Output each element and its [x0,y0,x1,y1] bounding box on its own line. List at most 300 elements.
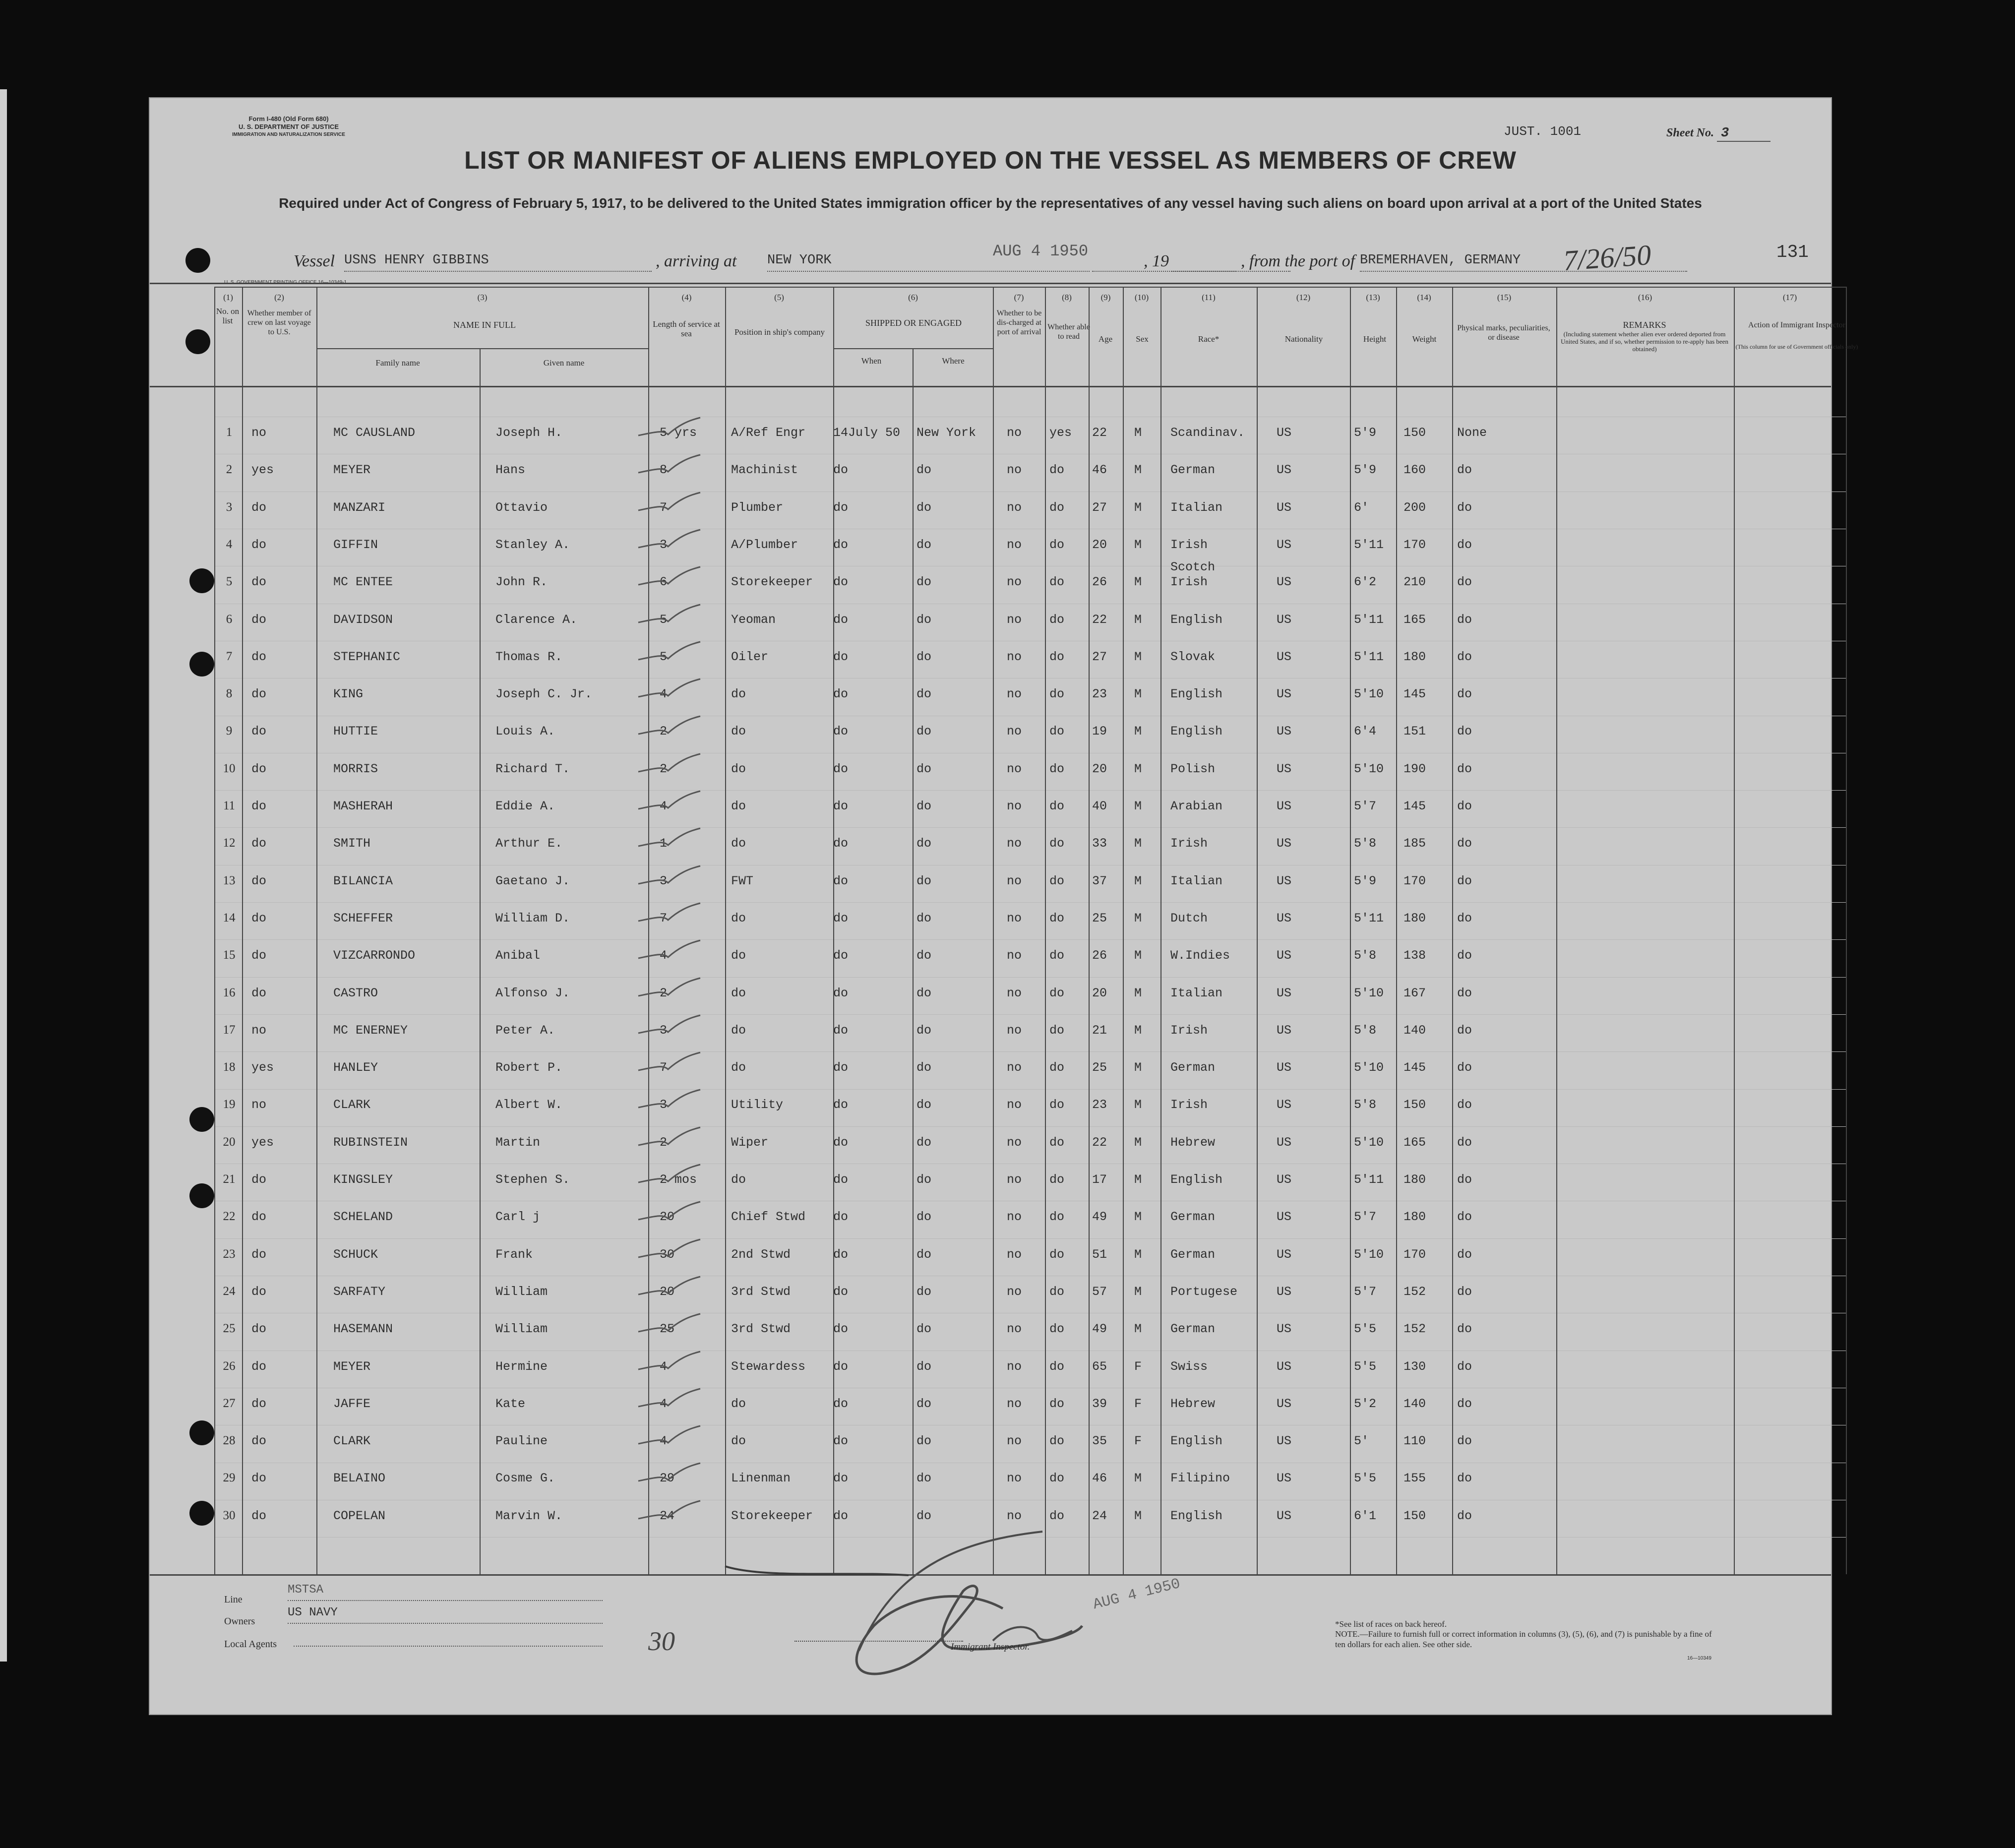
cell-service: 4 [660,948,668,963]
cell-where: do [916,1023,932,1038]
cell-given: William [495,1284,548,1299]
cell-service: 20 [660,1210,675,1225]
cell-prev: do [251,836,267,851]
cell-given: Gaetano J. [495,873,570,888]
row-guide [214,939,1846,940]
cell-no: 11 [223,799,236,812]
cell-position: do [731,1396,746,1411]
cell-prev: no [251,1023,267,1038]
cell-marks: do [1457,500,1472,515]
header-sex: Sex [1136,334,1149,344]
table-top-line [214,287,1846,288]
cell-given: Hermine [495,1359,548,1374]
cell-read: do [1049,873,1065,888]
cell-service: 3 [660,873,668,888]
cell-no: 3 [226,500,233,514]
cell-service: 29 [660,1471,675,1486]
cell-race: English [1170,724,1223,739]
cell-nat: US [1277,1508,1292,1523]
cell-marks: do [1457,1172,1472,1187]
cell-prev: do [251,1284,267,1299]
column-line [913,348,914,1574]
cell-position: Storekeeper [731,1508,813,1523]
check-mark-icon [633,1124,708,1154]
cell-height: 5'10 [1354,1135,1384,1150]
cell-no: 28 [223,1434,236,1448]
cell-family: KINGSLEY [333,1172,393,1187]
cell-age: 57 [1092,1284,1107,1299]
cell-weight: 152 [1404,1322,1426,1337]
cell-sex: M [1134,612,1142,627]
row-guide [214,1238,1846,1239]
cell-family: BELAINO [333,1471,386,1486]
cell-age: 35 [1092,1434,1107,1449]
check-mark-icon [633,1311,708,1341]
cell-where: do [916,911,932,925]
column-number: (2) [274,293,284,302]
cell-prev: do [251,911,267,925]
year-label: , 19 [1144,252,1169,270]
cell-given: John R. [495,575,548,590]
manifest-sheet [149,97,1858,1715]
cell-race: Slovak [1170,649,1216,664]
column-number: (12) [1296,293,1311,302]
header-remarks-note: (Including statement whether alien ever ordered deported from United States, and if so, whether permission to re-apply has been obtained) [1561,330,1728,353]
cell-when: 14July 50 [833,426,901,440]
cell-age: 22 [1092,426,1107,440]
cell-position: do [731,1060,746,1075]
check-mark-icon [633,527,708,556]
cell-prev: do [251,986,267,1000]
cell-marks: do [1457,687,1472,702]
cell-no: 5 [226,575,233,589]
cell-age: 37 [1092,873,1107,888]
cell-weight: 167 [1404,986,1426,1000]
cell-when: do [833,1508,849,1523]
cell-age: 19 [1092,724,1107,739]
cell-no: 4 [226,537,233,551]
cell-sex: M [1134,1135,1142,1150]
cell-family: MEYER [333,463,371,478]
cell-service: 30 [660,1247,675,1262]
row-guide [214,1089,1846,1090]
header-height: Height [1363,334,1387,344]
cell-service: 24 [660,1508,675,1523]
cell-when: do [833,986,849,1000]
cell-marks: do [1457,1322,1472,1337]
cell-disch: no [1007,1098,1022,1112]
cell-height: 5'5 [1354,1471,1377,1486]
cell-height: 5'10 [1354,687,1384,702]
cell-race: Hebrew [1170,1135,1216,1150]
cell-nat: US [1277,836,1292,851]
cell-family: CLARK [333,1098,371,1112]
cell-height: 5'5 [1354,1359,1377,1374]
cell-sex: M [1134,836,1142,851]
cell-family: STEPHANIC [333,649,401,664]
cell-height: 5'8 [1354,1023,1377,1038]
cell-read: do [1049,1471,1065,1486]
cell-given: Joseph H. [495,426,563,440]
column-line [1452,287,1453,1574]
cell-no: 2 [226,463,233,477]
cell-age: 46 [1092,463,1107,478]
header-race: Race* [1198,334,1220,344]
cell-read: do [1049,1172,1065,1187]
cell-family: MANZARI [333,500,386,515]
cell-marks: do [1457,649,1472,664]
cell-given: Carl j [495,1210,541,1225]
cell-service: 4 [660,799,668,813]
column-number: (4) [681,293,692,302]
cell-height: 5'10 [1354,986,1384,1000]
cell-service: 20 [660,1284,675,1299]
just-code: JUST. 1001 [1504,124,1582,139]
cell-nat: US [1277,1471,1292,1486]
cell-position: FWT [731,873,754,888]
cell-marks: None [1457,426,1487,440]
cell-position: do [731,687,746,702]
cell-disch: no [1007,1396,1022,1411]
cell-where: do [916,761,932,776]
from-port-label: , from the port of [1241,252,1355,270]
column-line [1846,287,1847,1574]
cell-marks: do [1457,724,1472,739]
cell-weight: 138 [1404,948,1426,963]
sheet-number [1666,126,1771,142]
column-line [242,287,243,1574]
cell-height: 5'8 [1354,948,1377,963]
vessel-label: Vessel [294,252,335,270]
cell-disch: no [1007,799,1022,813]
cell-family: CASTRO [333,986,378,1000]
cell-nat: US [1277,948,1292,963]
cell-sex: M [1134,911,1142,925]
cell-prev: do [251,1471,267,1486]
cell-age: 40 [1092,799,1107,813]
cell-race: Portugese [1170,1284,1238,1299]
cell-where: do [916,1172,932,1187]
cell-weight: 140 [1404,1023,1426,1038]
cell-no: 9 [226,724,233,738]
cell-service: 25 [660,1322,675,1337]
row-guide [214,1126,1846,1127]
cell-weight: 150 [1404,1508,1426,1523]
cell-height: 5'8 [1354,836,1377,851]
cell-nat: US [1277,986,1292,1000]
cell-position: do [731,799,746,813]
cell-prev: yes [251,1060,274,1075]
cell-prev: do [251,1210,267,1225]
cell-when: do [833,1210,849,1225]
cell-marks: do [1457,537,1472,552]
cell-when: do [833,1172,849,1187]
cell-position: Linenman [731,1471,791,1486]
cell-prev: yes [251,1135,274,1150]
header-weight: Weight [1412,334,1437,344]
cell-given: Stanley A. [495,537,570,552]
cell-marks: do [1457,1471,1472,1486]
cell-position: Utility [731,1098,784,1112]
check-mark-icon [633,1236,708,1266]
header-physical-marks: Physical marks, peculiarities, or disease [1457,324,1550,342]
cell-nat: US [1277,1210,1292,1225]
row-guide [214,827,1846,828]
cell-given: Louis A. [495,724,555,739]
cell-when: do [833,911,849,925]
cell-no: 26 [223,1359,236,1373]
cell-disch: no [1007,1471,1022,1486]
cell-read: do [1049,1098,1065,1112]
cell-nat: US [1277,1023,1292,1038]
cell-weight: 200 [1404,500,1426,515]
cell-service: 2 [660,986,668,1000]
cell-given: William [495,1322,548,1337]
check-mark-icon [633,1199,708,1229]
cell-when: do [833,1471,849,1486]
check-mark-icon [633,1423,708,1453]
cell-height: 5' [1354,1434,1369,1449]
cell-prev: do [251,1172,267,1187]
cell-marks: do [1457,575,1472,590]
column-line [1257,287,1258,1574]
cell-race: German [1170,1060,1216,1075]
cell-no: 24 [223,1284,236,1298]
cell-weight: 185 [1404,836,1426,851]
cell-race: Dutch [1170,911,1208,925]
cell-read: do [1049,911,1065,925]
cell-sex: M [1134,873,1142,888]
cell-disch: no [1007,836,1022,851]
cell-service: 7 [660,500,668,515]
column-number: (16) [1638,293,1652,302]
cell-disch: no [1007,649,1022,664]
cell-disch: no [1007,575,1022,590]
cell-age: 49 [1092,1210,1107,1225]
cell-read: do [1049,1359,1065,1374]
column-line [480,348,481,1574]
header-action: Action of Immigrant Inspector [1748,321,1845,329]
header-no-on-list: No. on list [216,307,240,325]
cell-prev: do [251,948,267,963]
cell-where: do [916,1135,932,1150]
row-guide [214,977,1846,978]
cell-read: do [1049,761,1065,776]
cell-marks: do [1457,1359,1472,1374]
cell-weight: 110 [1404,1434,1426,1449]
cell-prev: do [251,575,267,590]
cell-sex: M [1134,1172,1142,1187]
header-length-service: Length of service at sea [653,319,720,338]
cell-read: do [1049,1135,1065,1150]
cell-marks: do [1457,761,1472,776]
cell-marks: do [1457,1098,1472,1112]
cell-when: do [833,873,849,888]
cell-height: 5'10 [1354,761,1384,776]
cell-sex: M [1134,463,1142,478]
punch-hole [189,568,214,593]
cell-disch: no [1007,500,1022,515]
column-number: (1) [223,293,233,302]
cell-disch: no [1007,1322,1022,1337]
cell-family: HUTTIE [333,724,378,739]
cell-when: do [833,1135,849,1150]
cell-marks: do [1457,1508,1472,1523]
column-line [725,287,726,1574]
form-code: 16—10349 [1687,1656,1711,1661]
cell-service: 8 [660,463,668,478]
cell-read: do [1049,1322,1065,1337]
row-guide [214,902,1846,903]
cell-when: do [833,687,849,702]
cell-nat: US [1277,500,1292,515]
cell-sex: M [1134,986,1142,1000]
cell-no: 15 [223,948,236,962]
cell-prev: do [251,1359,267,1374]
cell-family: JAFFE [333,1396,371,1411]
cell-sex: M [1134,1098,1142,1112]
column-line [993,287,994,1574]
check-mark-icon [633,602,708,631]
cell-race: Hebrew [1170,1396,1216,1411]
cell-disch: no [1007,1060,1022,1075]
column-line [833,287,834,1574]
cell-when: do [833,724,849,739]
cell-weight: 155 [1404,1471,1426,1486]
cell-family: SMITH [333,836,371,851]
cell-family: COPELAN [333,1508,386,1523]
header-bottom-line [150,386,1831,387]
column-number: (5) [774,293,784,302]
punch-hole [189,1501,214,1526]
cell-service: 4 [660,1396,668,1411]
punch-hole [189,1107,214,1132]
check-mark-icon [633,564,708,594]
cell-nat: US [1277,724,1292,739]
cell-prev: do [251,1434,267,1449]
cell-marks: do [1457,948,1472,963]
cell-position: do [731,986,746,1000]
check-mark-icon [633,975,708,1005]
punch-hole [185,329,210,354]
cell-read: do [1049,799,1065,813]
cell-when: do [833,836,849,851]
column-line [214,287,215,1574]
cell-prev: do [251,1396,267,1411]
cell-race: Scandinav. [1170,426,1245,440]
column-number: (10) [1134,293,1149,302]
cell-given: Pauline [495,1434,548,1449]
column-number: (8) [1062,293,1072,302]
cell-no: 19 [223,1098,236,1111]
check-mark-icon [633,639,708,669]
cell-when: do [833,761,849,776]
cell-family: MC ENERNEY [333,1023,408,1038]
cell-family: HASEMANN [333,1322,393,1337]
cell-given: Richard T. [495,761,570,776]
local-agents-label: Local Agents [224,1639,277,1650]
cell-where: New York [916,426,977,440]
cell-given: Frank [495,1247,533,1262]
check-mark-icon [633,713,708,743]
cell-position: do [731,761,746,776]
cell-no: 20 [223,1135,236,1149]
cell-no: 21 [223,1172,236,1186]
cell-when: do [833,1098,849,1112]
header-position: Position in ship's company [734,327,825,337]
cell-prev: do [251,1247,267,1262]
cell-nat: US [1277,1247,1292,1262]
cell-age: 49 [1092,1322,1107,1337]
cell-no: 23 [223,1247,236,1261]
cell-height: 5'11 [1354,911,1384,925]
cell-position: 2nd Stwd [731,1247,791,1262]
cell-sex: M [1134,1060,1142,1075]
cell-race: W.Indies [1170,948,1230,963]
arrival-date-stamp: AUG 4 1950 [993,242,1089,260]
cell-when: do [833,575,849,590]
cell-position: Wiper [731,1135,769,1150]
cell-when: do [833,537,849,552]
cell-height: 6'1 [1354,1508,1377,1523]
column-line [1089,287,1090,1574]
cell-given: Hans [495,463,526,478]
cell-service: 2 [660,1135,668,1150]
cell-family: MORRIS [333,761,378,776]
cell-height: 5'5 [1354,1322,1377,1337]
cell-when: do [833,1396,849,1411]
cell-sex: F [1134,1396,1142,1411]
sheet-label: Sheet No. [1666,126,1714,139]
cell-disch: no [1007,426,1022,440]
cell-given: Eddie A. [495,799,555,813]
cell-marks: do [1457,1434,1472,1449]
cell-marks: do [1457,1210,1472,1225]
cell-weight: 145 [1404,687,1426,702]
check-mark-icon [633,1460,708,1490]
cell-weight: 170 [1404,537,1426,552]
cell-disch: no [1007,761,1022,776]
cell-family: SCHEFFER [333,911,393,925]
cell-sex: M [1134,426,1142,440]
cell-height: 5'9 [1354,426,1377,440]
arriving-label: , arriving at [656,252,737,270]
cell-disch: no [1007,1247,1022,1262]
cell-race: English [1170,687,1223,702]
punch-hole [189,1420,214,1445]
cell-when: do [833,1284,849,1299]
cell-race: Irish [1170,1098,1208,1112]
cell-nat: US [1277,537,1292,552]
cell-read: do [1049,986,1065,1000]
cell-nat: US [1277,911,1292,925]
cell-age: 26 [1092,575,1107,590]
cell-no: 6 [226,612,233,626]
cell-family: KING [333,687,364,702]
cell-position: 3rd Stwd [731,1284,791,1299]
check-mark-icon [633,900,708,930]
check-mark-icon [633,825,708,855]
cell-weight: 170 [1404,1247,1426,1262]
cell-weight: 180 [1404,1210,1426,1225]
cell-weight: 170 [1404,873,1426,888]
cell-family: BILANCIA [333,873,393,888]
cell-family: RUBINSTEIN [333,1135,408,1150]
cell-no: 29 [223,1471,236,1485]
cell-where: do [916,1359,932,1374]
cell-service: 4 [660,687,668,702]
cell-nat: US [1277,873,1292,888]
